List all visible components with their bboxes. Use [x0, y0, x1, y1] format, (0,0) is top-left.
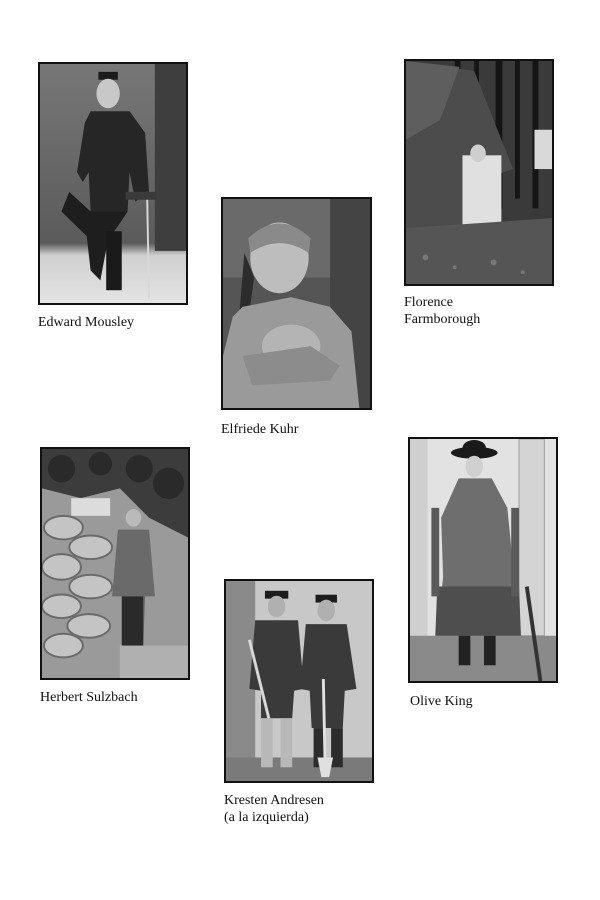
caption-elfriede-kuhr: [221, 421, 298, 438]
caption-kresten-andresen: [224, 792, 324, 826]
photo-florence-farmborough: [404, 59, 554, 286]
caption-line: (a la izquierda): [224, 810, 309, 825]
caption-line: Herbert Sulzbach: [40, 690, 138, 705]
photo-edward-mousley: [38, 62, 188, 305]
caption-herbert-sulzbach: [40, 689, 138, 706]
caption-line: Elfriede Kuhr: [221, 422, 299, 437]
photo-elfriede-kuhr: [221, 197, 372, 410]
caption-olive-king: [410, 693, 473, 710]
caption-line: Olive King: [410, 694, 473, 709]
photo-olive-king: [408, 437, 558, 683]
caption-line: Kresten Andresen: [224, 793, 324, 808]
caption-line: Florence: [404, 295, 453, 310]
caption-line: Farmborough: [404, 312, 481, 327]
caption-line: Edward Mousley: [38, 315, 135, 330]
caption-florence-farmborough: [404, 294, 480, 328]
photo-herbert-sulzbach: [40, 447, 190, 680]
photo-kresten-andresen: [224, 579, 374, 783]
caption-edward-mousley: [38, 314, 134, 331]
